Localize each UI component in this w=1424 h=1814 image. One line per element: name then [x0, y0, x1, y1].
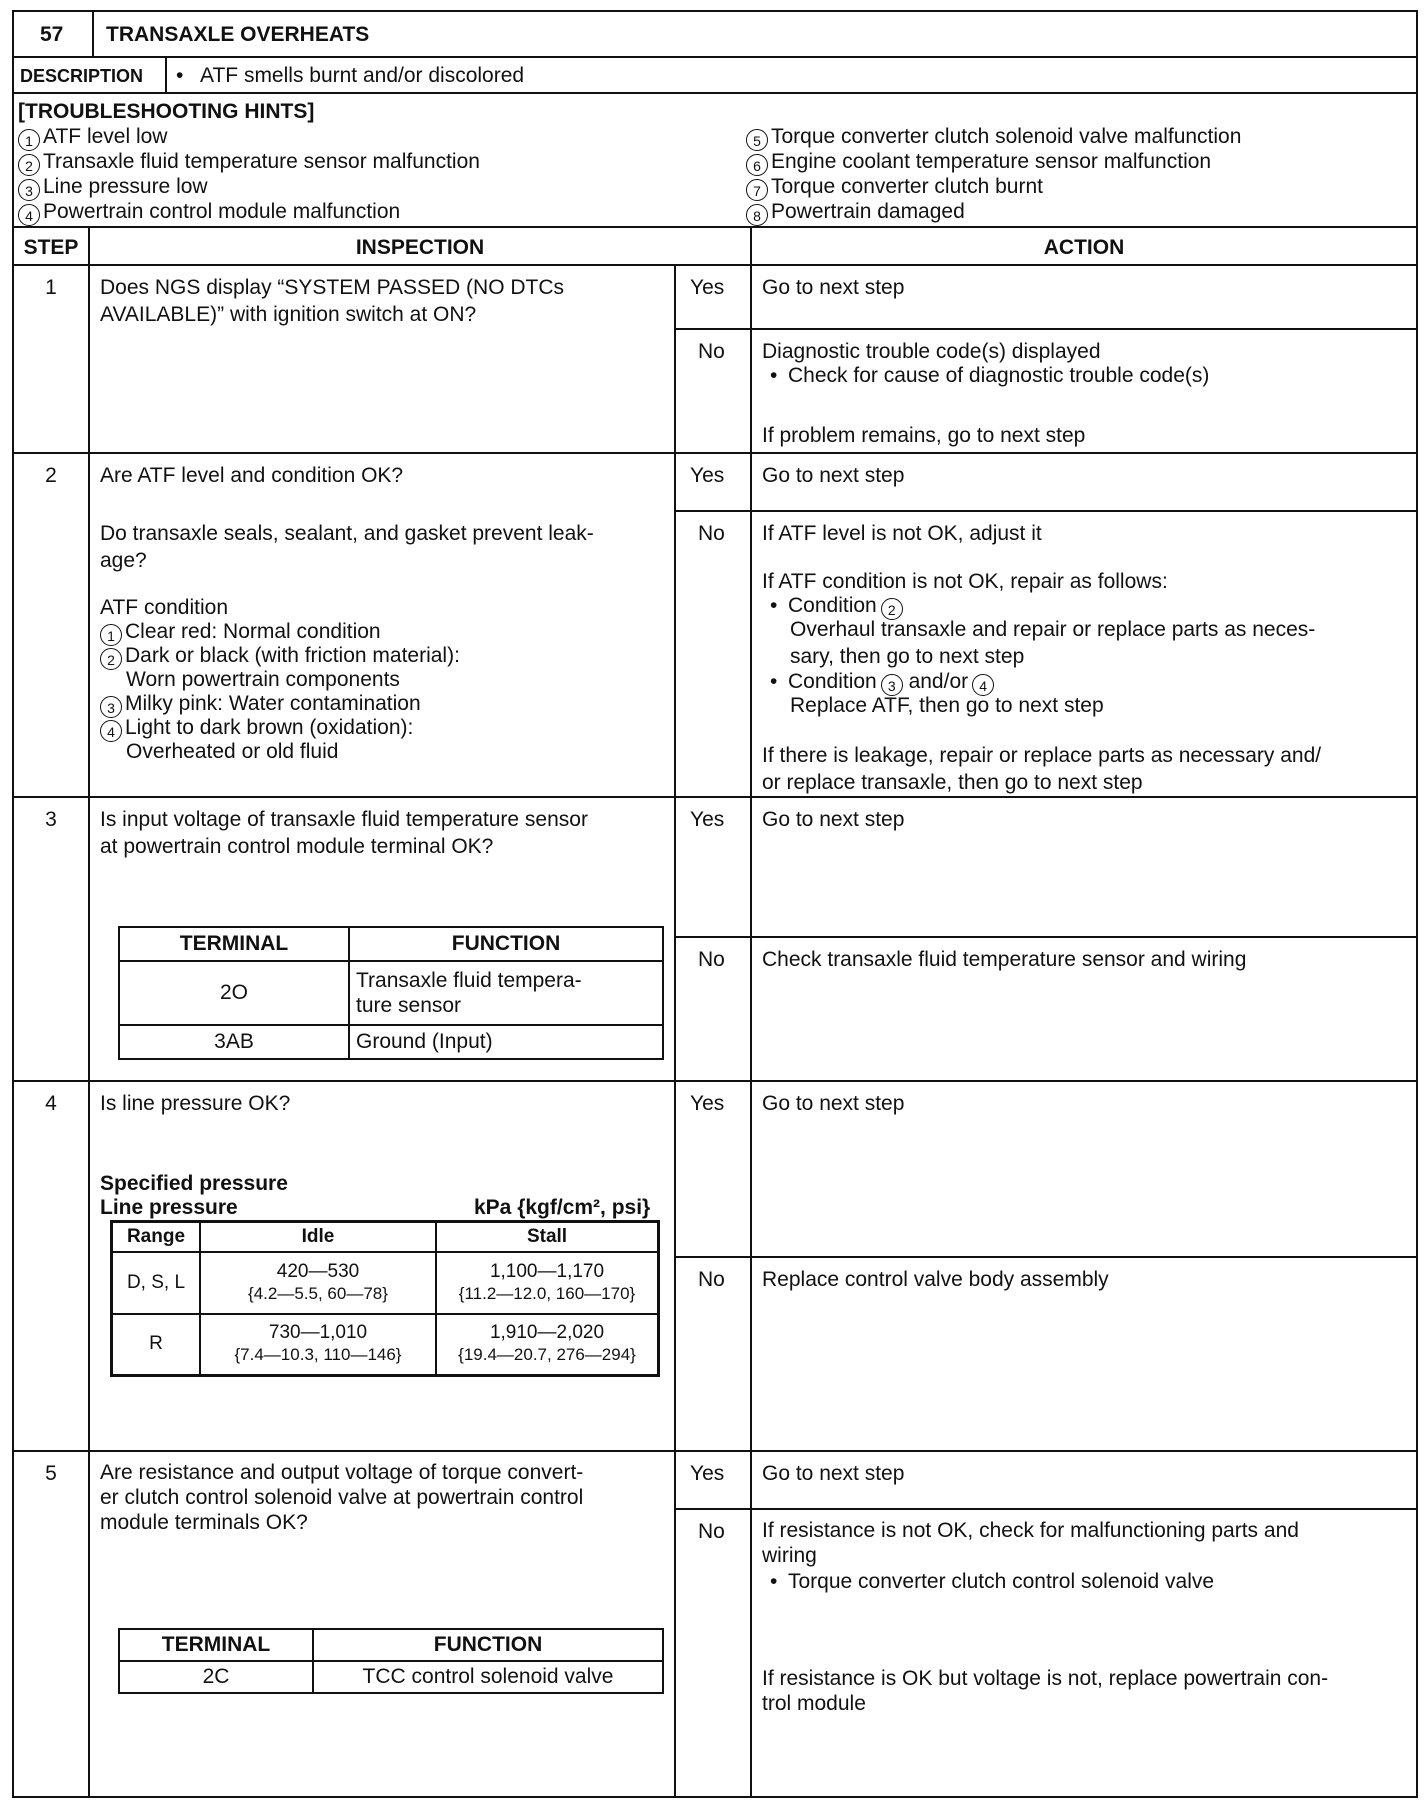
condition-b-detail: Replace ATF, then go to next step: [790, 694, 1104, 717]
atf-condition-item: 2 Dark or black (with friction material):: [100, 642, 460, 670]
stall-cell: 1,100—1,170 {11.2—12.0, 160—170}: [436, 1252, 659, 1314]
page-title: TRANSAXLE OVERHEATS: [106, 23, 370, 46]
function-cell: Transaxle fluid tempera- ture sensor: [349, 961, 663, 1025]
hint-item: 4 Powertrain control module malfunction: [18, 198, 400, 226]
condition-b-item: • Condition 3 and/or 4: [770, 668, 994, 696]
function-header: FUNCTION: [349, 927, 663, 961]
yes-label: Yes: [690, 1462, 725, 1485]
step-4-no-action: Replace control valve body assembly: [762, 1268, 1109, 1291]
step-5-no-action: If resistance is not OK, check for malfunctioning parts and wiring: [762, 1519, 1299, 1567]
step-5-yes-action: Go to next step: [762, 1462, 905, 1485]
atf-condition-title: ATF condition: [100, 596, 228, 619]
terminal-cell: 2O: [119, 961, 349, 1025]
condition-a-detail: Overhaul transaxle and repair or replace parts as neces- sary, then go to next step: [790, 618, 1316, 668]
idle-header: Idle: [200, 1222, 436, 1252]
description-label: DESCRIPTION: [20, 66, 144, 86]
hint-item: 6 Engine coolant temperature sensor malfunction: [746, 148, 1211, 176]
description-bullet: •: [176, 64, 184, 87]
spec-units: kPa {kgf/cm², psi}: [474, 1196, 651, 1219]
step-1-row: [14, 266, 1416, 454]
step-2-no-action-level: If ATF level is not OK, adjust it: [762, 522, 1042, 545]
spec-title: Specified pressure: [100, 1172, 288, 1195]
step-1-no-bullet: • Check for cause of diagnostic trouble code(s): [770, 364, 1210, 387]
step-2-inspection-leakage: Do transaxle seals, sealant, and gasket prevent leak- age?: [100, 522, 594, 572]
yes-label: Yes: [690, 1092, 725, 1115]
atf-condition-item: 1 Clear red: Normal condition: [100, 618, 381, 646]
step-4-yes-action: Go to next step: [762, 1092, 905, 1115]
no-label: No: [698, 948, 725, 971]
step-3-no-action: Check transaxle fluid temperature sensor and wiring: [762, 948, 1247, 971]
step-1-no-followup: If problem remains, go to next step: [762, 424, 1086, 447]
step-number: 5: [45, 1462, 57, 1485]
procedure-number: 57: [40, 23, 64, 46]
idle-cell: 420—530 {4.2—5.5, 60—78}: [200, 1252, 436, 1314]
hint-item: 5 Torque converter clutch solenoid valve malfunction: [746, 123, 1241, 151]
step-4-inspection: Is line pressure OK?: [100, 1092, 291, 1115]
function-header: FUNCTION: [313, 1629, 663, 1661]
step-3-inspection: Is input voltage of transaxle fluid temperature sensor at powertrain control module terminal OK?: [100, 808, 588, 858]
yes-label: Yes: [690, 276, 725, 299]
step-number: 3: [45, 808, 57, 831]
step-column-header: STEP: [23, 236, 79, 259]
action-column-header: ACTION: [1043, 236, 1125, 259]
step-number: 4: [45, 1092, 57, 1115]
no-label: No: [698, 1520, 725, 1543]
step-1-inspection: Does NGS display “SYSTEM PASSED (NO DTCs AVAILABLE)” with ignition switch at ON?: [100, 276, 565, 326]
stall-header: Stall: [436, 1222, 659, 1252]
step-2-leakage-action: If there is leakage, repair or replace parts as necessary and/ or replace transaxle, then go to next step: [762, 744, 1322, 794]
terminal-cell: 2C: [119, 1661, 313, 1693]
no-label: No: [698, 522, 725, 545]
troubleshooting-sheet: [12, 10, 1418, 1798]
function-cell: TCC control solenoid valve: [313, 1661, 663, 1693]
step-4-row: [14, 1082, 1416, 1452]
atf-condition-item: 4 Light to dark brown (oxidation):: [100, 714, 413, 742]
step-5-row: [14, 1452, 1416, 1798]
hints-title: [TROUBLESHOOTING HINTS]: [18, 100, 315, 123]
step-number: 1: [45, 276, 57, 299]
terminal-header: TERMINAL: [119, 927, 349, 961]
description-row: [14, 58, 1416, 94]
atf-condition-item: 3 Milky pink: Water contamination: [100, 690, 421, 718]
hint-item: 1 ATF level low: [18, 123, 167, 151]
no-label: No: [698, 340, 725, 363]
description-text: ATF smells burnt and/or discolored: [200, 64, 525, 87]
yes-label: Yes: [690, 808, 725, 831]
range-cell: R: [112, 1314, 201, 1376]
hints-section: [14, 94, 1416, 228]
step-2-yes-action: Go to next step: [762, 464, 905, 487]
terminal-cell: 3AB: [119, 1025, 349, 1059]
spec-subtitle: Line pressure: [100, 1196, 238, 1219]
step-2-row: [14, 454, 1416, 798]
column-header-row: [14, 228, 1416, 266]
range-cell: D, S, L: [112, 1252, 201, 1314]
step-2-inspection: Are ATF level and condition OK?: [100, 464, 404, 487]
hint-item: 7 Torque converter clutch burnt: [746, 173, 1043, 201]
hint-item: 8 Powertrain damaged: [746, 198, 965, 226]
range-header: Range: [112, 1222, 201, 1252]
step-5-no-bullet: • Torque converter clutch control solenoid valve: [770, 1570, 1215, 1593]
idle-cell: 730—1,010 {7.4—10.3, 110—146}: [200, 1314, 436, 1376]
step-3-row: [14, 798, 1416, 1082]
terminal-table: [118, 926, 664, 1060]
hint-item: 2 Transaxle fluid temperature sensor malfunction: [18, 148, 480, 176]
no-label: No: [698, 1268, 725, 1291]
step-1-yes-action: Go to next step: [762, 276, 905, 299]
hint-item: 3 Line pressure low: [18, 173, 208, 201]
step-number: 2: [45, 464, 57, 487]
step-5-no-followup: If resistance is OK but voltage is not, replace powertrain con- trol module: [762, 1667, 1329, 1715]
line-pressure-table: [110, 1220, 660, 1377]
function-cell: Ground (Input): [349, 1025, 663, 1059]
step-1-no-action: Diagnostic trouble code(s) displayed: [762, 340, 1101, 363]
condition-a-item: • Condition 2: [770, 592, 903, 620]
atf-condition-detail: Worn powertrain components: [126, 668, 400, 691]
stall-cell: 1,910—2,020 {19.4—20.7, 276—294}: [436, 1314, 659, 1376]
header-row: [14, 12, 1416, 58]
terminal-header: TERMINAL: [119, 1629, 313, 1661]
atf-condition-detail: Overheated or old fluid: [126, 740, 339, 763]
terminal-table: [118, 1628, 664, 1694]
step-3-yes-action: Go to next step: [762, 808, 905, 831]
yes-label: Yes: [690, 464, 725, 487]
step-2-no-action-condition: If ATF condition is not OK, repair as follows:: [762, 570, 1168, 593]
step-5-inspection: Are resistance and output voltage of torque convert- er clutch control solenoid valve at powertrain control module terminals OK?: [100, 1461, 584, 1534]
inspection-column-header: INSPECTION: [355, 236, 485, 259]
